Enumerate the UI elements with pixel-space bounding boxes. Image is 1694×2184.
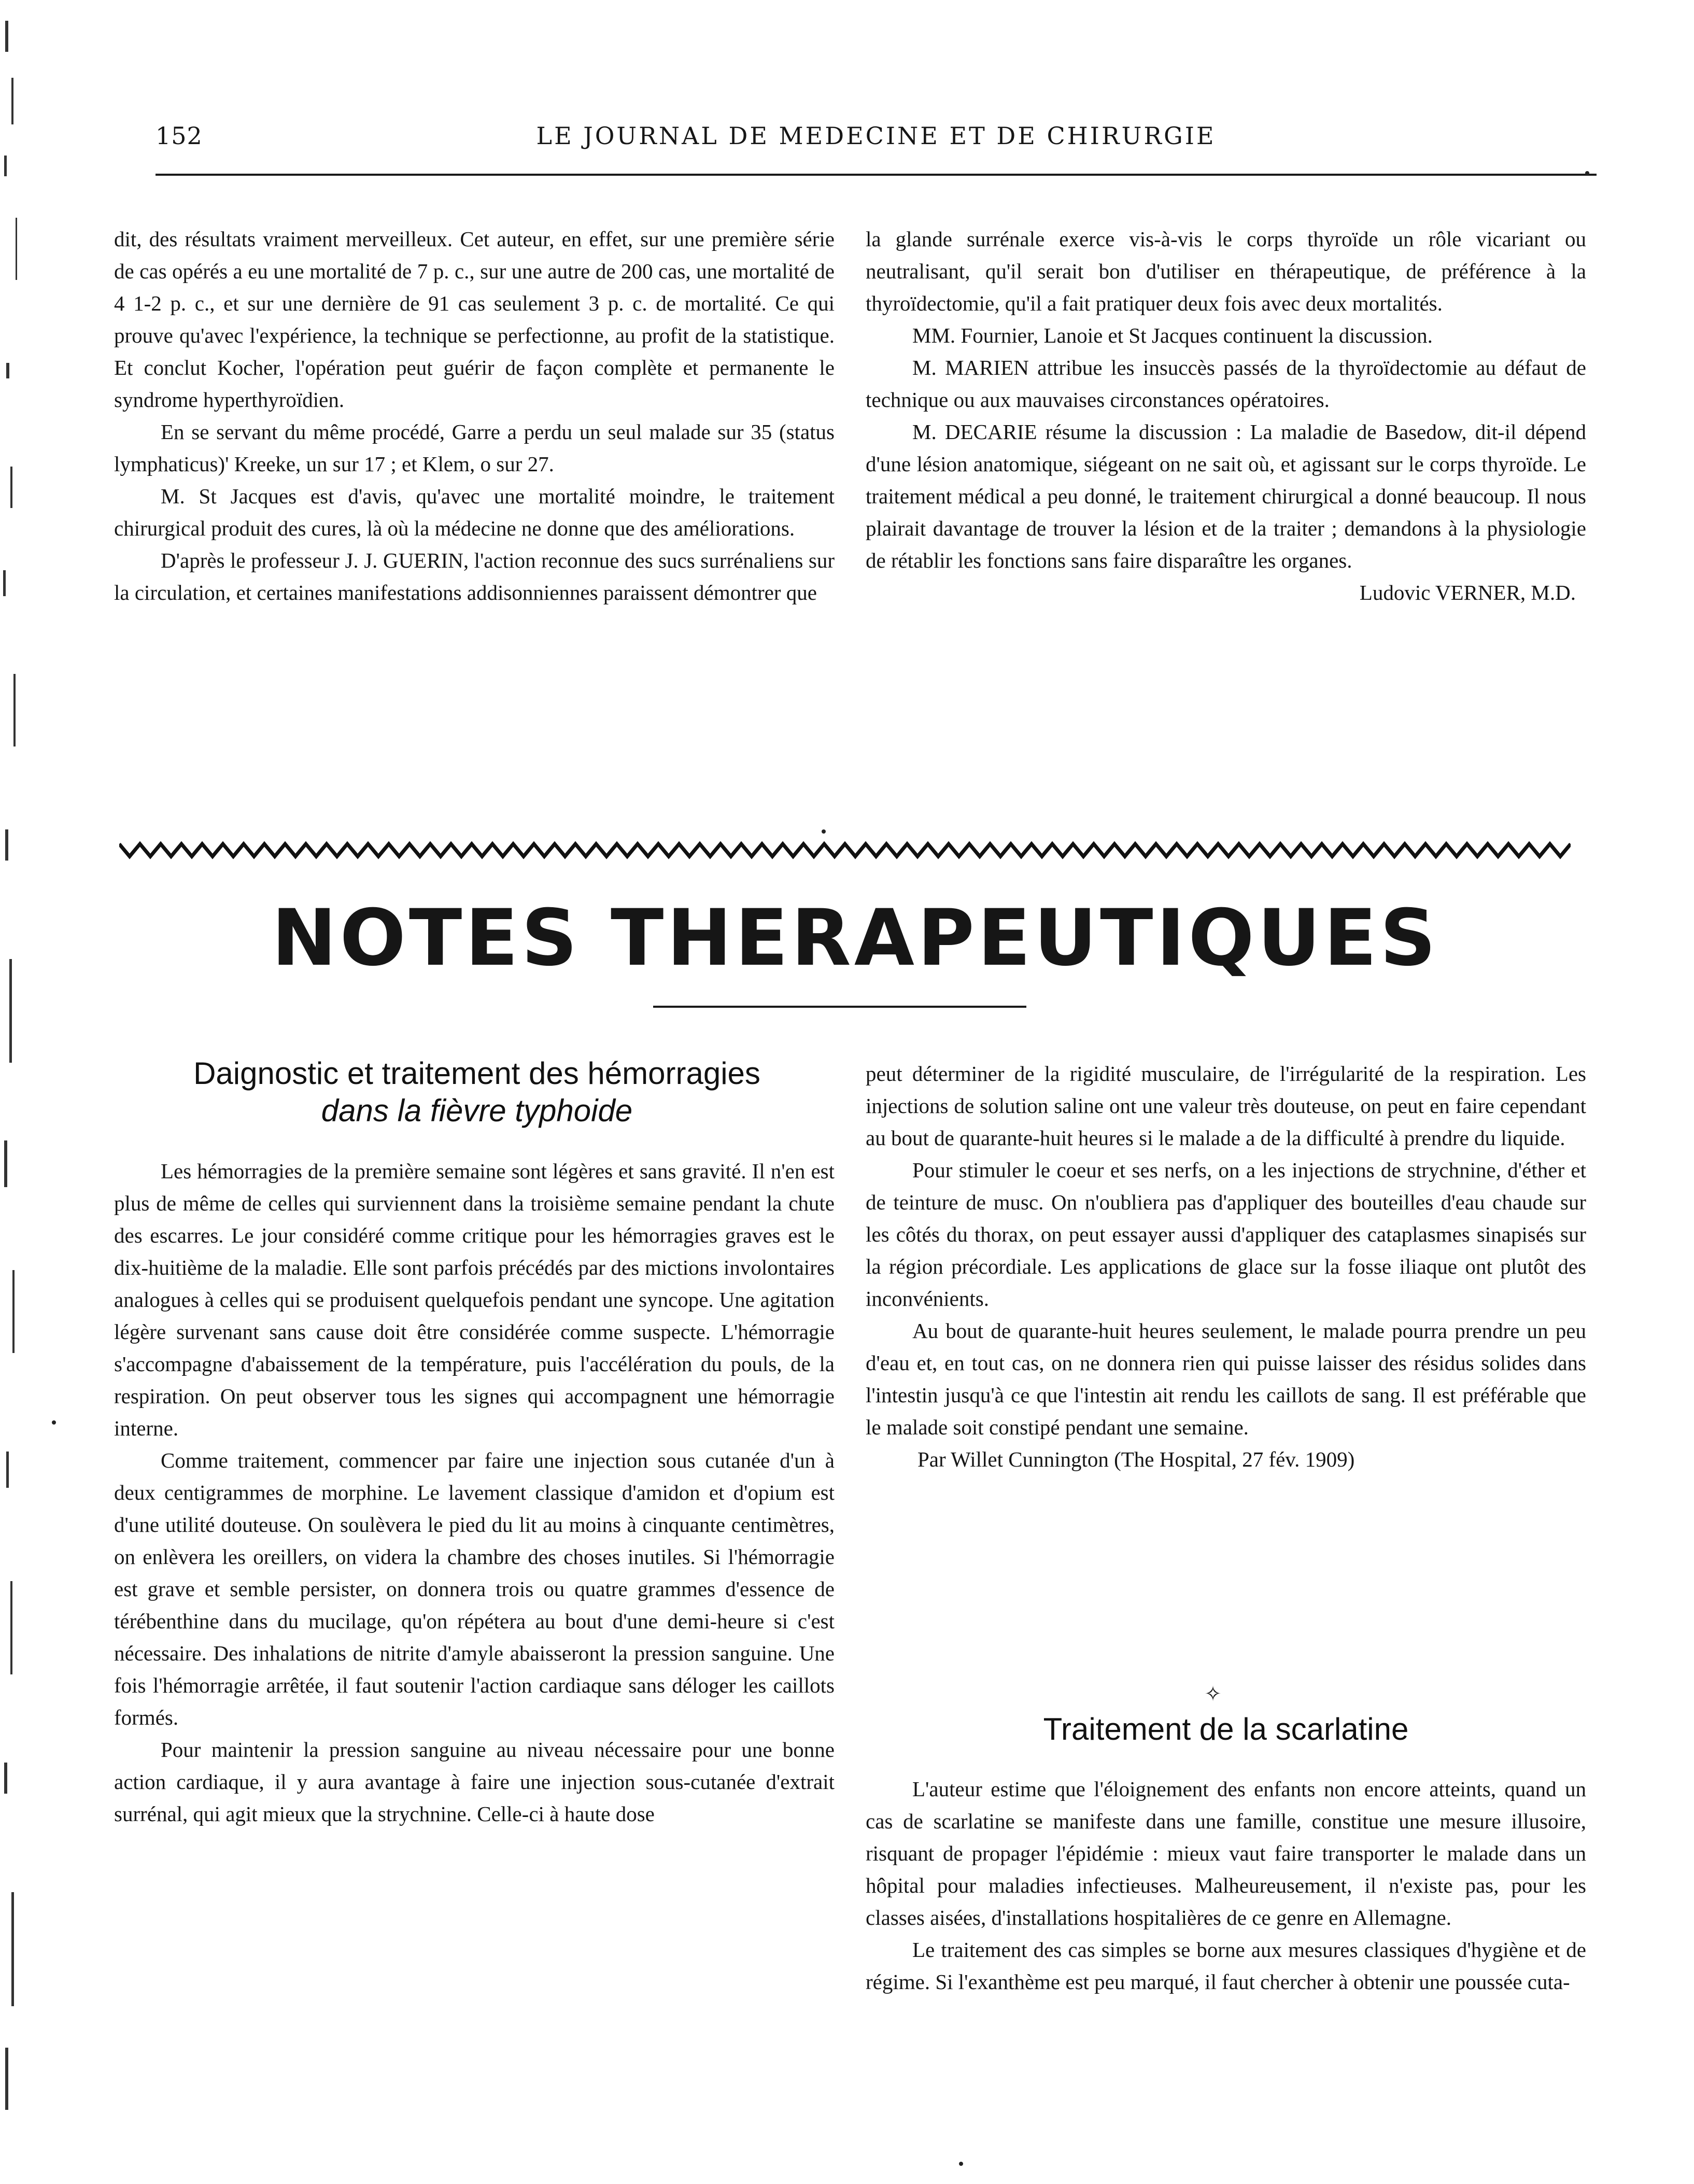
paragraph: M. St Jacques est d'avis, qu'avec une mortalité moindre, le traitement chirurgical produit des cures, là où la médecine ne donne que des améliorations. [114,484,835,540]
zigzag-divider [119,840,1571,861]
paragraph: M. DECARIE résume la discussion : La maladie de Basedow, dit-il dépend d'une lésion anatomique, siégeant on ne sait où, et agissant sur le corps thyroïde. Le traitement médical a peu donné, le traitement chirurgical a donné beaucoup. Il nous plairait davantage de trouver la lésion et de la traiter ; demandons à la physiologie de rétablir les fonctions sans faire disparaître les organes. [866,420,1586,572]
page-number: 152 [156,122,203,150]
print-speck [959,2162,963,2166]
paragraph: Au bout de quarante-huit heures seulement, le malade pourra prendre un peu d'eau et, en tout cas, on ne donnera rien qui puisse laisser des résidus solides dans l'intestin jusqu'à ce que l'intestin ait rendu les caillots de sang. Il est préférable que le malade soit constipé pendant une semaine. [866,1319,1586,1439]
article-subtitle-line: dans la fièvre typhoide [321,1093,633,1128]
page-header [156,122,1597,158]
print-speck [1585,171,1589,175]
paragraph: peut déterminer de la rigidité musculaire, de l'irrégularité de la respiration. Les injections de solution saline ont une valeur très douteuse, on peut en faire cependant au bout de quarante-huit heures si le malade a de la difficulté à prendre du liquide. [866,1062,1586,1150]
paragraph: D'après le professeur J. J. GUERIN, l'action reconnue des sucs surrénaliens sur la circulation, et certaines manifestations addisonniennes paraissent démontrer que [114,548,835,604]
article2-column [866,1773,1586,1998]
article1-right-column [866,1058,1586,1475]
paragraph: Le traitement des cas simples se borne aux mesures classiques d'hygiène et de régime. Si l'exanthème est peu marqué, il faut chercher à obtenir une poussée cuta- [866,1938,1586,1994]
scan-edge-noise [0,0,31,2184]
paragraph: L'auteur estime que l'éloignement des enfants non encore atteints, quand un cas de scarlatine se manifeste dans une famille, constitue une mesure illusoire, risquant de propager l'épidémie : mieux vaut faire transporter le malade dans un hôpital pour maladies infectieuses. Malheureusement, il n'existe pas, pour les classes aisées, d'installations hospitalières de ce genre en Allemagne. [866,1777,1586,1929]
paragraph: Pour stimuler le coeur et ses nerfs, on a les injections de strychnine, d'éther et de teinture de musc. On n'oubliera pas d'appliquer des bouteilles d'eau chaude sur les côtés du thorax, on peut essayer aussi d'appliquer des cataplasmes sinapisés sur la région précordiale. Les applications de glace sur la fosse iliaque ont plutôt des inconvénients. [866,1158,1586,1311]
print-speck [822,829,826,834]
journal-title: LE JOURNAL DE MEDECINE ET DE CHIRURGIE [536,122,1216,150]
previous-article-right-column [866,223,1586,609]
section-title: NOTES THERAPEUTIQUES [271,893,1439,983]
paragraph: Les hémorragies de la première semaine sont légères et sans gravité. Il n'en est plus de même de celles qui surviennent dans la troisième semaine pendant la chute des escarres. Le jour considéré comme critique pour les hémorragies graves est le dix-huitième de la maladie. Elle sont parfois précédés par des mictions involontaires analogues à celles qui se produisent quelquefois pendant une syncope. Une agitation légère survenant sans cause doit être considérée comme suspecte. L'hémorragie s'accompagne d'abaissement de la température, puis l'accélération du pouls, de la respiration. On peut observer tous les signes qui accompagnent une hémorragie interne. [114,1159,835,1440]
article-title: Traitement de la scarlatine [1043,1712,1409,1746]
paragraph: dit, des résultats vraiment merveilleux. Cet auteur, en effet, sur une première série de cas opérés a eu une mortalité de 7 p. c., sur une autre de 200 cas, une mortalité de 4 1-2 p. c., et sur une dernière de 91 cas seulement 3 p. c. de mortalité. Ce qui prouve qu'avec l'expérience, la technique se perfectionne, au profit de la statistique. Et conclut Kocher, l'opération peut guérir de façon complète et permanente le syndrome hyperthyroïdien. [114,227,835,412]
paragraph: En se servant du même procédé, Garre a perdu un seul malade sur 35 (status lymphaticus)' Kreeke, un sur 17 ; et Klem, o sur 27. [114,420,835,476]
author-signature: Ludovic VERNER, M.D. [1359,581,1576,604]
paragraph: la glande surrénale exerce vis-à-vis le corps thyroïde un rôle vicariant ou neutralisant, qu'il serait bon d'utiliser en thérapeutique, de préférence à la thyroïdectomie, qu'il a fait pratiquer deux fois avec deux mortalités. [866,227,1586,315]
header-rule [156,174,1597,176]
paragraph: MM. Fournier, Lanoie et St Jacques continuent la discussion. [912,323,1433,347]
ornament-divider-icon: ✧ [1204,1682,1222,1706]
section-rule [653,1006,1026,1008]
paragraph: Pour maintenir la pression sanguine au niveau nécessaire pour une bonne action cardiaque, il y aura avantage à faire une injection sous-cutanée d'extrait surrénal, qui agit mieux que la strychnine. Celle-ci à haute dose [114,1738,835,1826]
print-speck [52,1420,56,1425]
article-title [114,1055,840,1130]
article1-left-column [114,1155,835,1830]
article-title-line: Daignostic et traitement des hémorragies [193,1056,760,1091]
paragraph: M. MARIEN attribue les insuccès passés de la thyroïdectomie au défaut de technique ou aux mauvaises circonstances opératoires. [866,356,1586,412]
previous-article-left-column [114,223,835,609]
paragraph: Comme traitement, commencer par faire une injection sous cutanée d'un à deux centigrammes de morphine. Le lavement classique d'amidon et d'opium est d'une utilité douteuse. On soulèvera le pied du lit au moins à cinquante centimètres, on enlèvera les oreillers, on videra la chambre des choses inutiles. Si l'hémorragie est grave et semble persister, on donnera trois ou quatre grammes d'essence de térébenthine dans du mucilage, qu'on répétera au bout d'une demi-heure si c'est nécessaire. Des inhalations de nitrite d'amyle abaisseront la pression sanguine. Une fois l'hémorragie arrêtée, il faut soutenir l'action cardiaque sans déloger les caillots formés. [114,1448,835,1729]
article-source-citation: Par Willet Cunnington (The Hospital, 27 fév. 1909) [917,1447,1355,1471]
